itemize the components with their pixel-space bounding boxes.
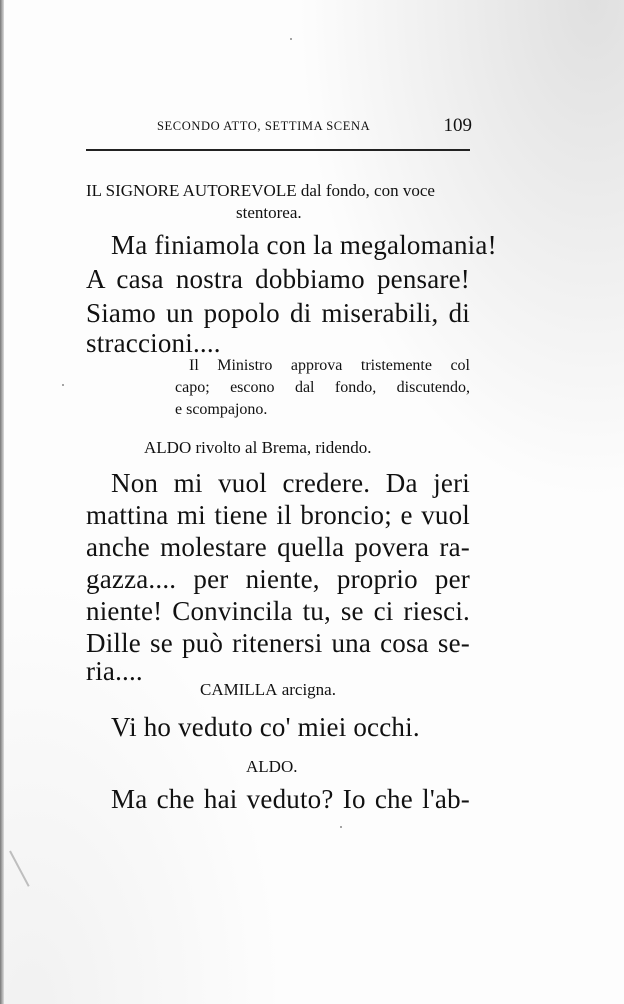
speaker-cue-signore — [86, 181, 435, 201]
stage-direction-continued: stentorea. — [236, 203, 302, 222]
speech-line: niente! Convincila tu, se ci riesci. — [86, 596, 470, 626]
paper-fleck — [62, 384, 64, 386]
page-number: 109 — [443, 115, 472, 136]
speaker-cue-camilla — [200, 680, 336, 700]
paper-scratch — [9, 851, 30, 887]
speech-line: Non mi vuol credere. Da jeri — [111, 468, 470, 498]
speech-line: A casa nostra dobbiamo pensare! — [86, 264, 470, 294]
stage-direction: arcigna. — [281, 680, 336, 699]
stage-direction-line: e scompajono. — [175, 401, 268, 418]
header-rule — [86, 149, 470, 151]
speech-line: anche molestare quella povera ra- — [86, 532, 470, 562]
speaker-cue-aldo — [144, 438, 372, 458]
page-edge-shadow — [0, 0, 4, 1004]
paper-fleck — [340, 826, 342, 828]
stage-direction-line: capo; escono dal fondo, discutendo, — [175, 379, 470, 396]
speaker-name: IL SIGNORE AUTOREVOLE — [86, 181, 297, 200]
page-header — [157, 117, 472, 141]
speech-line: ria.... — [86, 656, 143, 686]
speaker-cue-aldo: ALDO. — [246, 757, 298, 776]
speech-line: Ma che hai veduto? Io che l'ab- — [111, 784, 470, 814]
speech-line: gazza.... per niente, proprio per — [86, 564, 470, 594]
speech-line: Vi ho veduto co' miei occhi. — [111, 712, 420, 742]
speaker-name: CAMILLA — [200, 680, 278, 699]
stage-direction-line: Il Ministro approva tristemente col — [189, 357, 470, 374]
running-head: SECONDO ATTO, SETTIMA SCENA — [157, 119, 371, 133]
speaker-name: ALDO — [144, 438, 192, 457]
speech-line: mattina mi tiene il broncio; e vuol — [86, 500, 470, 530]
stage-direction: dal fondo, con voce — [300, 181, 435, 200]
speech-line: Ma finiamola con la megalomania! — [111, 230, 497, 260]
speech-line: straccioni.... — [86, 328, 221, 358]
stage-direction: rivolto al Brema, ridendo. — [195, 438, 372, 457]
speech-line: Siamo un popolo di miserabili, di — [86, 298, 470, 328]
speech-line: Dille se può ritenersi una cosa se- — [86, 628, 470, 658]
paper-fleck — [290, 38, 292, 40]
